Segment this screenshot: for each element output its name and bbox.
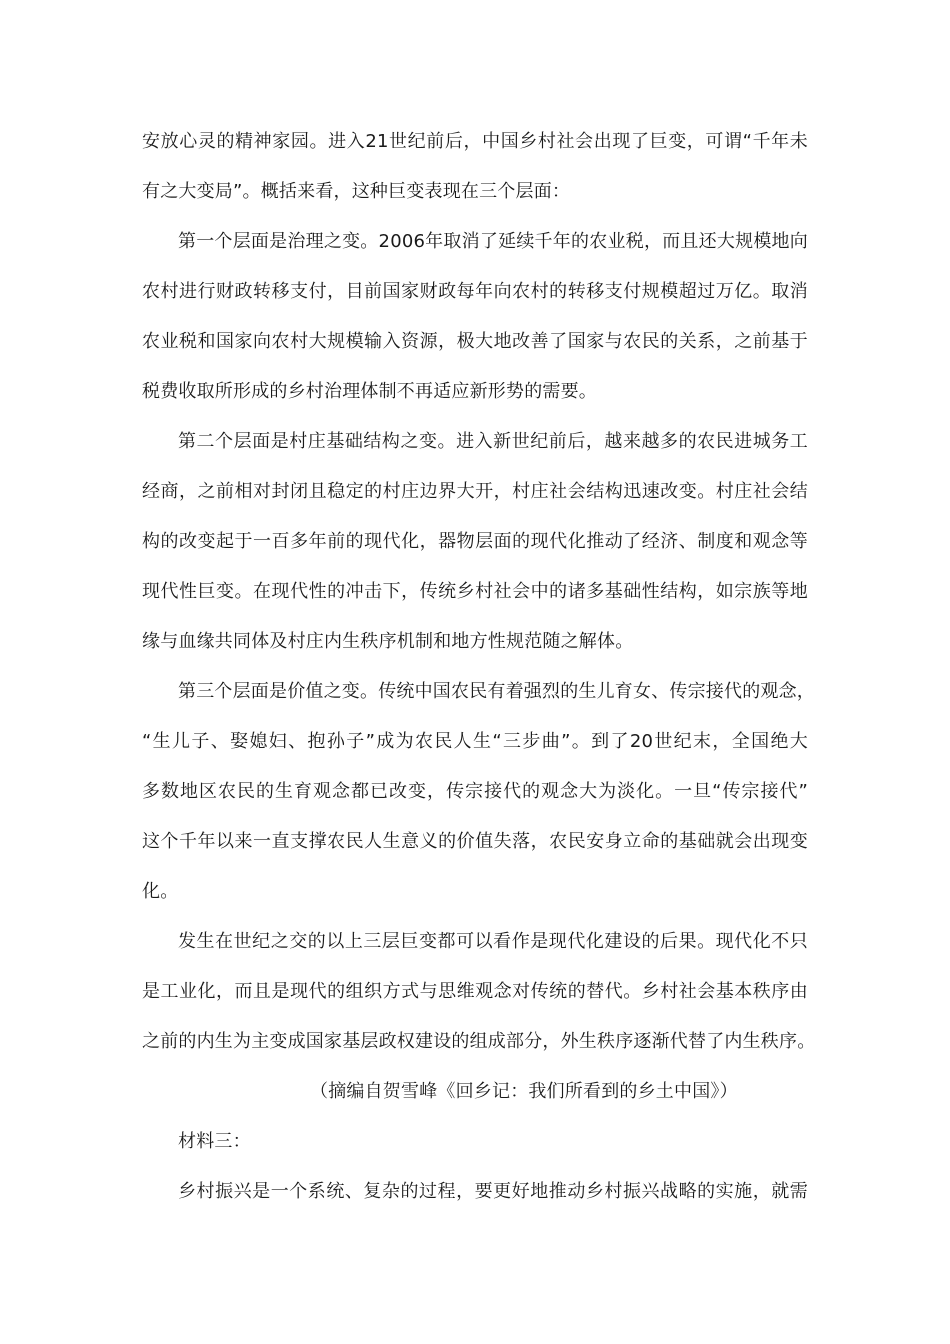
section-heading: 材料三： [178, 1131, 251, 1152]
text-line: “生儿子、娶媳妇、抱孙子”成为农民人生“三步曲”。到了20世纪末，全国绝大 [142, 731, 808, 752]
text-line: 农业税和国家向农村大规模输入资源，极大地改善了国家与农民的关系，之前基于 [142, 331, 808, 352]
text-line: 之前的内生为主变成国家基层政权建设的组成部分，外生秩序逐渐代替了内生秩序。 [142, 1031, 816, 1052]
text-line: 缘与血缘共同体及村庄内生秩序机制和地方性规范随之解体。 [142, 631, 634, 652]
paragraph-first-line: 第二个层面是村庄基础结构之变。进入新世纪前后，越来越多的农民进城务工 [178, 431, 808, 452]
text-line: 是工业化，而且是现代的组织方式与思维观念对传统的替代。乡村社会基本秩序由 [142, 981, 808, 1002]
text-line: 多数地区农民的生育观念都已改变，传宗接代的观念大为淡化。一旦“传宗接代” [142, 781, 808, 802]
paragraph-first-line: 第一个层面是治理之变。2006年取消了延续千年的农业税，而且还大规模地向 [178, 231, 808, 252]
text-line: 这个千年以来一直支撑农民人生意义的价值失落，农民安身立命的基础就会出现变 [142, 831, 808, 852]
text-line: 构的改变起于一百多年前的现代化，器物层面的现代化推动了经济、制度和观念等 [142, 531, 808, 552]
paragraph-first-line: 第三个层面是价值之变。传统中国农民有着强烈的生儿育女、传宗接代的观念， [178, 681, 815, 702]
source-citation: （摘编自贺雪峰《回乡记：我们所看到的乡土中国》） [310, 1081, 738, 1102]
text-line: 有之大变局”。概括来看，这种巨变表现在三个层面： [142, 181, 571, 202]
text-line: 现代性巨变。在现代性的冲击下，传统乡村社会中的诸多基础性结构，如宗族等地 [142, 581, 808, 602]
paragraph-first-line: 发生在世纪之交的以上三层巨变都可以看作是现代化建设的后果。现代化不只 [178, 931, 808, 952]
text-line: 化。 [142, 881, 179, 902]
text-line: 安放心灵的精神家园。进入21世纪前后，中国乡村社会出现了巨变，可谓“千年未 [142, 131, 808, 152]
text-line: 农村进行财政转移支付，目前国家财政每年向农村的转移支付规模超过万亿。取消 [142, 281, 808, 302]
text-line: 经商，之前相对封闭且稳定的村庄边界大开，村庄社会结构迅速改变。村庄社会结 [142, 481, 808, 502]
paragraph-first-line: 乡村振兴是一个系统、复杂的过程，要更好地推动乡村振兴战略的实施，就需 [178, 1181, 808, 1202]
text-line: 税费收取所形成的乡村治理体制不再适应新形势的需要。 [142, 381, 597, 402]
